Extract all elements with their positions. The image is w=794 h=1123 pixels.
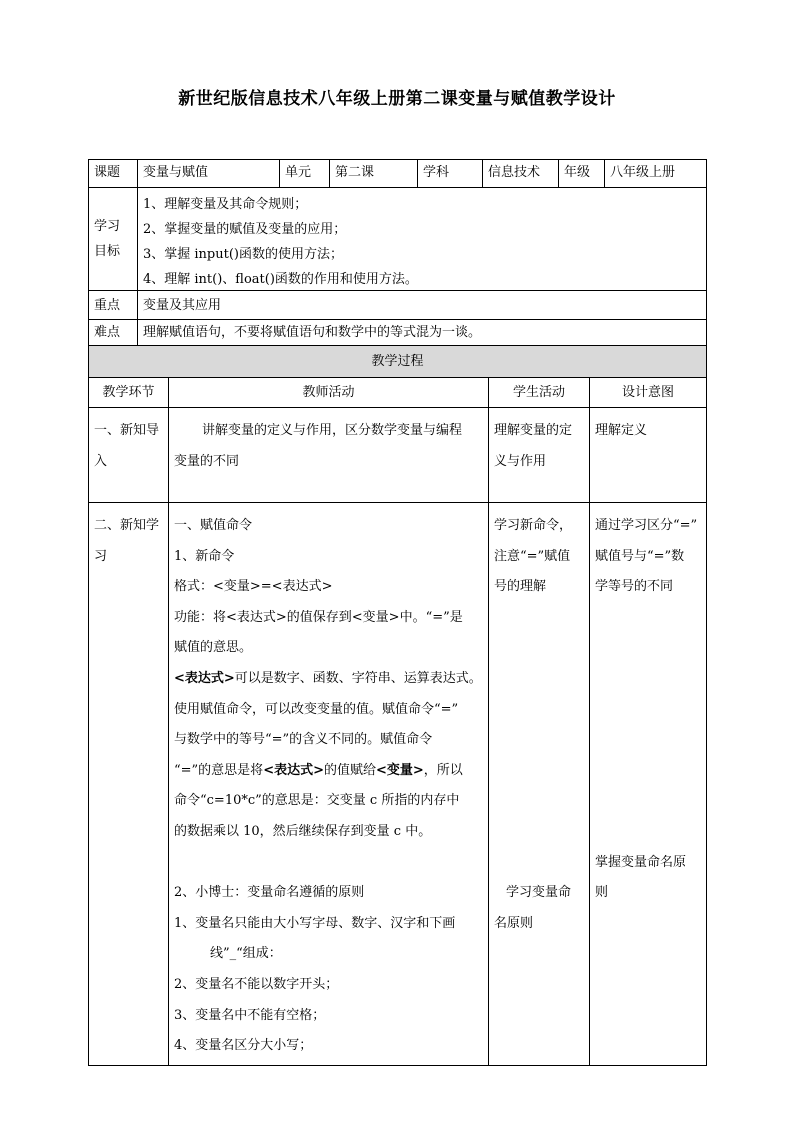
row1-stage [89, 408, 169, 503]
teacher-line: 赋值的意思。 [174, 640, 253, 656]
teacher-line: 的数据乘以 10，然后继续保存到变量 c 中。 [174, 823, 432, 839]
bold-term: <变量> [376, 762, 424, 778]
goal-item: 3、掌握 input()函数的使用方法； [143, 247, 343, 262]
blank-line [595, 633, 701, 664]
teacher-line: 3、变量名中不能有空格； [174, 1007, 326, 1023]
row1-teacher-line1: 讲解变量的定义与作用，区分数学变量与编程 [202, 423, 463, 438]
topic-label: 课题 [89, 160, 138, 188]
row2-stage-line1: 二、新知学 [94, 518, 160, 533]
subject-value: 信息技术 [483, 160, 559, 188]
blank-line [595, 786, 701, 817]
teacher-line: 与数学中的等号“=”的含义不同的。赋值命令 [174, 732, 433, 748]
goal-item: 4、理解 int()、float()函数的作用和使用方法。 [143, 272, 418, 287]
student-line: 学习变量命 [506, 885, 572, 901]
teacher-line [174, 664, 483, 695]
blank-line [595, 664, 701, 695]
lesson-plan-table [88, 159, 707, 1066]
row1-teacher [169, 408, 489, 503]
row1-stage-line2: 入 [94, 453, 108, 469]
goal-item: 2、掌握变量的赋值及变量的应用； [143, 222, 347, 237]
teacher-line: 功能：将<表达式>的值保存到<变量>中。“=”是 [174, 609, 463, 625]
goals-label-line1: 学习 [94, 219, 121, 234]
row2-intent [590, 503, 706, 1065]
blank-line [494, 817, 584, 848]
teacher-text: 可以是数字、函数、字符串、运算表达式。 [234, 670, 482, 686]
student-line: 号的理解 [494, 579, 547, 595]
unit-value: 第二课 [330, 160, 418, 188]
key-point-label: 重点 [89, 291, 138, 320]
intent-line: 掌握变量命名原 [595, 854, 687, 870]
column-header-student: 学生活动 [489, 378, 590, 408]
topic-value: 变量与赋值 [138, 160, 280, 188]
row1-teacher-line2: 变量的不同 [174, 453, 240, 469]
intent-line: 赋值号与“=”数 [595, 548, 685, 564]
blank-line [595, 695, 701, 726]
blank-line [494, 756, 584, 787]
row2-stage-line2: 习 [94, 548, 108, 564]
teacher-text: ，所以 [423, 762, 463, 778]
row2-teacher [169, 503, 489, 1065]
teacher-line [174, 756, 483, 787]
intent-line: 则 [595, 885, 609, 901]
grade-label: 年级 [559, 160, 605, 188]
row2-student [489, 503, 590, 1065]
blank-line [595, 756, 701, 787]
blank-line [494, 603, 584, 634]
blank-line [494, 664, 584, 695]
subject-label: 学科 [418, 160, 483, 188]
row1-stage-line1: 一、新知导 [94, 423, 160, 438]
unit-label: 单元 [280, 160, 330, 188]
row2-stage [89, 503, 169, 1065]
blank-line [595, 817, 701, 848]
column-header-intent: 设计意图 [590, 378, 706, 408]
difficulty-label: 难点 [89, 320, 138, 346]
row1-intent-line1: 理解定义 [595, 423, 648, 438]
bold-term: <表达式> [174, 670, 235, 686]
row1-student-line1: 理解变量的定 [494, 423, 573, 438]
teacher-line: 使用赋值命令，可以改变变量的值。赋值命令“=” [174, 701, 459, 717]
teacher-line: 格式：<变量>=<表达式> [174, 579, 333, 595]
goals-label [89, 188, 138, 291]
goals-label-line2: 目标 [94, 244, 121, 259]
teacher-line: 一、赋值命令 [174, 518, 253, 533]
blank-line [494, 848, 584, 879]
column-header-teacher: 教师活动 [169, 378, 489, 408]
teacher-line: 4、变量名区分大小写； [174, 1038, 313, 1054]
teacher-line: 命令“c=10*c”的意思是：交变量 c 所指的内存中 [174, 793, 460, 809]
goals-list [138, 188, 706, 291]
teacher-text: 的值赋给 [323, 762, 376, 778]
row1-intent [590, 408, 706, 503]
blank-line [494, 725, 584, 756]
intent-line: 学等号的不同 [595, 579, 674, 595]
blank-line [494, 633, 584, 664]
teacher-text: “=”的意思是将 [174, 762, 264, 778]
bold-term: <表达式> [263, 762, 324, 778]
row1-student-line2: 义与作用 [494, 453, 547, 469]
blank-line [595, 725, 701, 756]
process-header: 教学过程 [89, 346, 706, 378]
column-header-stage: 教学环节 [89, 378, 169, 408]
student-line: 注意“=”赋值 [494, 548, 571, 564]
blank-line [494, 695, 584, 726]
teacher-line: 1、新命令 [174, 548, 235, 564]
page-title: 新世纪版信息技术八年级上册第二课变量与赋值教学设计 [178, 89, 616, 109]
difficulty-value: 理解赋值语句，不要将赋值语句和数学中的等式混为一谈。 [138, 320, 706, 346]
teacher-line: 线”_“组成： [210, 946, 282, 962]
blank-line [494, 786, 584, 817]
teacher-line: 2、小博士：变量命名遵循的原则 [174, 885, 365, 901]
student-line: 名原则 [494, 915, 534, 931]
goal-item: 1、理解变量及其命令规则； [143, 197, 308, 212]
student-line: 学习新命令， [494, 518, 573, 533]
teacher-line: 1、变量名只能由大小写字母、数字、汉字和下画 [174, 915, 456, 931]
blank-line [174, 848, 483, 879]
intent-line: 通过学习区分“=” [595, 518, 698, 533]
key-point-value: 变量及其应用 [138, 291, 706, 320]
grade-value: 八年级上册 [605, 160, 706, 188]
row1-student [489, 408, 590, 503]
teacher-line: 2、变量名不能以数字开头； [174, 976, 339, 992]
blank-line [595, 603, 701, 634]
